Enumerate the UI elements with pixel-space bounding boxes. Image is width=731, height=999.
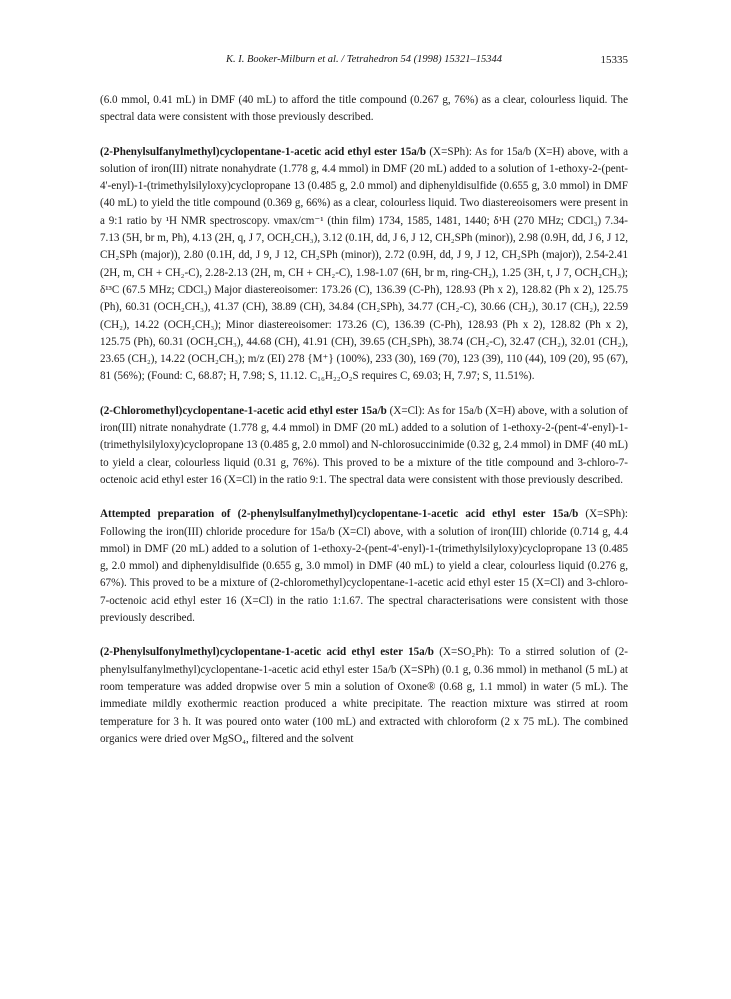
compound-heading: (2-Phenylsulfanylmethyl)cyclopentane-1-acetic acid ethyl ester 15a/b bbox=[100, 145, 427, 158]
paragraph-text: (X=SPh): Following the iron(III) chloride procedure for 15a/b (X=Cl) above, with a solution of iron(III) chloride (0.714 g, 4.4 mmol) in DMF (20 mL) added to a solution of 1-ethoxy-2-(pent-4'-enyl)-1-(trimethylsilyloxy)cyclopropane 13 (0.485 g, 2.0 mmol) and diphenyldisulfide (0.655 g, 3.0 mmol) in DMF (40 mL) to yield a clear, colourless liquid (0.276 g, 67%). This proved to be a mixture of (2-chloromethyl)cyclopentane-1-acetic acid ethyl ester 15 (X=Cl) and 3-chloro-7-octenoic acid ethyl ester 16 (X=Cl) in the ratio 1:1.67. The spectral characterisations were consistent with those previously described. bbox=[100, 508, 629, 625]
paragraph-chloromethyl bbox=[100, 403, 628, 489]
paragraph-phenylsulfanyl bbox=[100, 144, 628, 386]
paragraph-attempted-preparation bbox=[100, 506, 628, 627]
paragraph-continuation bbox=[100, 92, 628, 127]
paragraph-phenylsulfonyl bbox=[100, 644, 628, 748]
page-number: 15335 bbox=[600, 54, 628, 66]
paragraph-text: (X=SPh): As for 15a/b (X=H) above, with a solution of iron(III) nitrate nonahydrate (1.778 g, 4.4 mmol) in DMF (20 mL) added to a solution of 1-ethoxy-2-(pent-4'-enyl)-1-(trimethylsilyloxy)cyclopropane 13 (0.485 g, 2.0 mmol) and diphenyldisulfide (0.655 g, 3.0 mmol) in DMF (40 mL) to yield the title compound (0.369 g, 66%) as a clear, colourless liquid. Two diastereoisomers were present in a 9:1 ratio by ¹H NMR spectroscopy. νmax/cm⁻¹ (thin film) 1734, 1585, 1481, 1440; δ¹H (270 MHz; CDCl₃) 7.34-7.13 (5H, br m, Ph), 4.13 (2H, q, J 7, OCH₂CH₃), 3.12 (0.1H, dd, J 6, J 12, CH₂SPh (minor)), 2.98 (0.9H, dd, J 6, J 12, CH₂SPh (major)), 2.80 (0.1H, dd, J 9, J 12, CH₂SPh (minor)), 2.72 (0.9H, dd, J 9, J 12, CH₂SPh (major)), 2.54-2.41 (2H, m, CH + CH₂-C), 2.28-2.13 (2H, m, CH + CH₂-C), 1.98-1.07 (6H, br m, ring-CH₂), 1.25 (3H, t, J 7, OCH₂CH₃); δ¹³C (67.5 MHz; CDCl₃) Major diastereoisomer: 173.26 (C), 136.39 (C-Ph), 128.93 (Ph x 2), 128.82 (Ph x 2), 125.75 (Ph), 60.31 (OCH₂CH₃), 41.37 (CH), 38.89 (CH), 34.84 (CH₂SPh), 34.77 (CH₂-C), 30.66 (CH₂), 30.17 (CH₂), 22.59 (CH₂), 14.22 (OCH₂CH₃); Minor diastereoisomer: 173.26 (C), 136.39 (C-Ph), 128.93 (Ph x 2), 128.82 (Ph x 2), 125.75 (Ph), 60.31 (OCH₂CH₃), 44.68 (CH), 41.91 (CH), 39.65 (CH₂SPh), 38.74 (CH₂-C), 32.47 (CH₂), 32.01 (CH₂), 23.65 (CH₂), 14.22 (OCH₂CH₃); m/z (EI) 278 {M⁺} (100%), 233 (30), 169 (70), 123 (39), 110 (44), 109 (20), 95 (67), 81 (56%); (Found: C, 68.87; H, 7.98; S, 11.12. C₁₆H₂₂O₂S requires C, 69.03; H, 7.97; S, 11.51%). bbox=[100, 145, 628, 383]
paragraph-text: (X=SO₂Ph): To a stirred solution of (2-phenylsulfanylmethyl)cyclopentane-1-acetic acid ethyl ester 15a/b (X=SPh) (0.1 g, 0.36 mmol) in methanol (5 mL) at room temperature was added dropwise over 5 min a solution of Oxone® (0.68 g, 1.1 mmol) in water (5 mL). The immediate mildly exothermic reaction produced a white precipitate. The reaction mixture was stirred at room temperature for 3 h. It was poured onto water (100 mL) and extracted with chloroform (2 x 75 mL). The combined organics were dried over MgSO₄, filtered and the solvent bbox=[100, 646, 628, 745]
document-body bbox=[100, 92, 628, 765]
paragraph-text: (6.0 mmol, 0.41 mL) in DMF (40 mL) to afford the title compound (0.267 g, 76%) as a clear, colourless liquid. The spectral data were consistent with those previously described. bbox=[100, 94, 628, 124]
compound-heading: (2-Phenylsulfonylmethyl)cyclopentane-1-acetic acid ethyl ester 15a/b bbox=[100, 646, 434, 659]
running-head: K. I. Booker-Milburn et al. / Tetrahedron 54 (1998) 15321–15344 bbox=[225, 54, 503, 65]
compound-heading: (2-Chloromethyl)cyclopentane-1-acetic acid ethyl ester 15a/b bbox=[100, 404, 387, 417]
paragraph-text: (X=Cl): As for 15a/b (X=H) above, with a solution of iron(III) nitrate nonahydrate (1.778 g, 4.4 mmol) in DMF (20 mL) added to a solution of 1-ethoxy-2-(pent-4'-enyl)-1-(trimethylsilyloxy)cyclopropane 13 (0.485 g, 2.0 mmol) and N-chlorosuccinimide (0.32 g, 2.4 mmol) in DMF (40 mL) to yield a clear, colourless liquid (0.31 g, 76%). This proved to be a mixture of the title compound and 3-chloro-7-octenoic acid ethyl ester 16 (X=Cl) in the ratio 9:1. The spectral data were consistent with those previously described. bbox=[100, 404, 628, 486]
compound-heading: Attempted preparation of (2-phenylsulfanylmethyl)cyclopentane-1-acetic acid ethyl ester 15a/b bbox=[100, 508, 579, 521]
